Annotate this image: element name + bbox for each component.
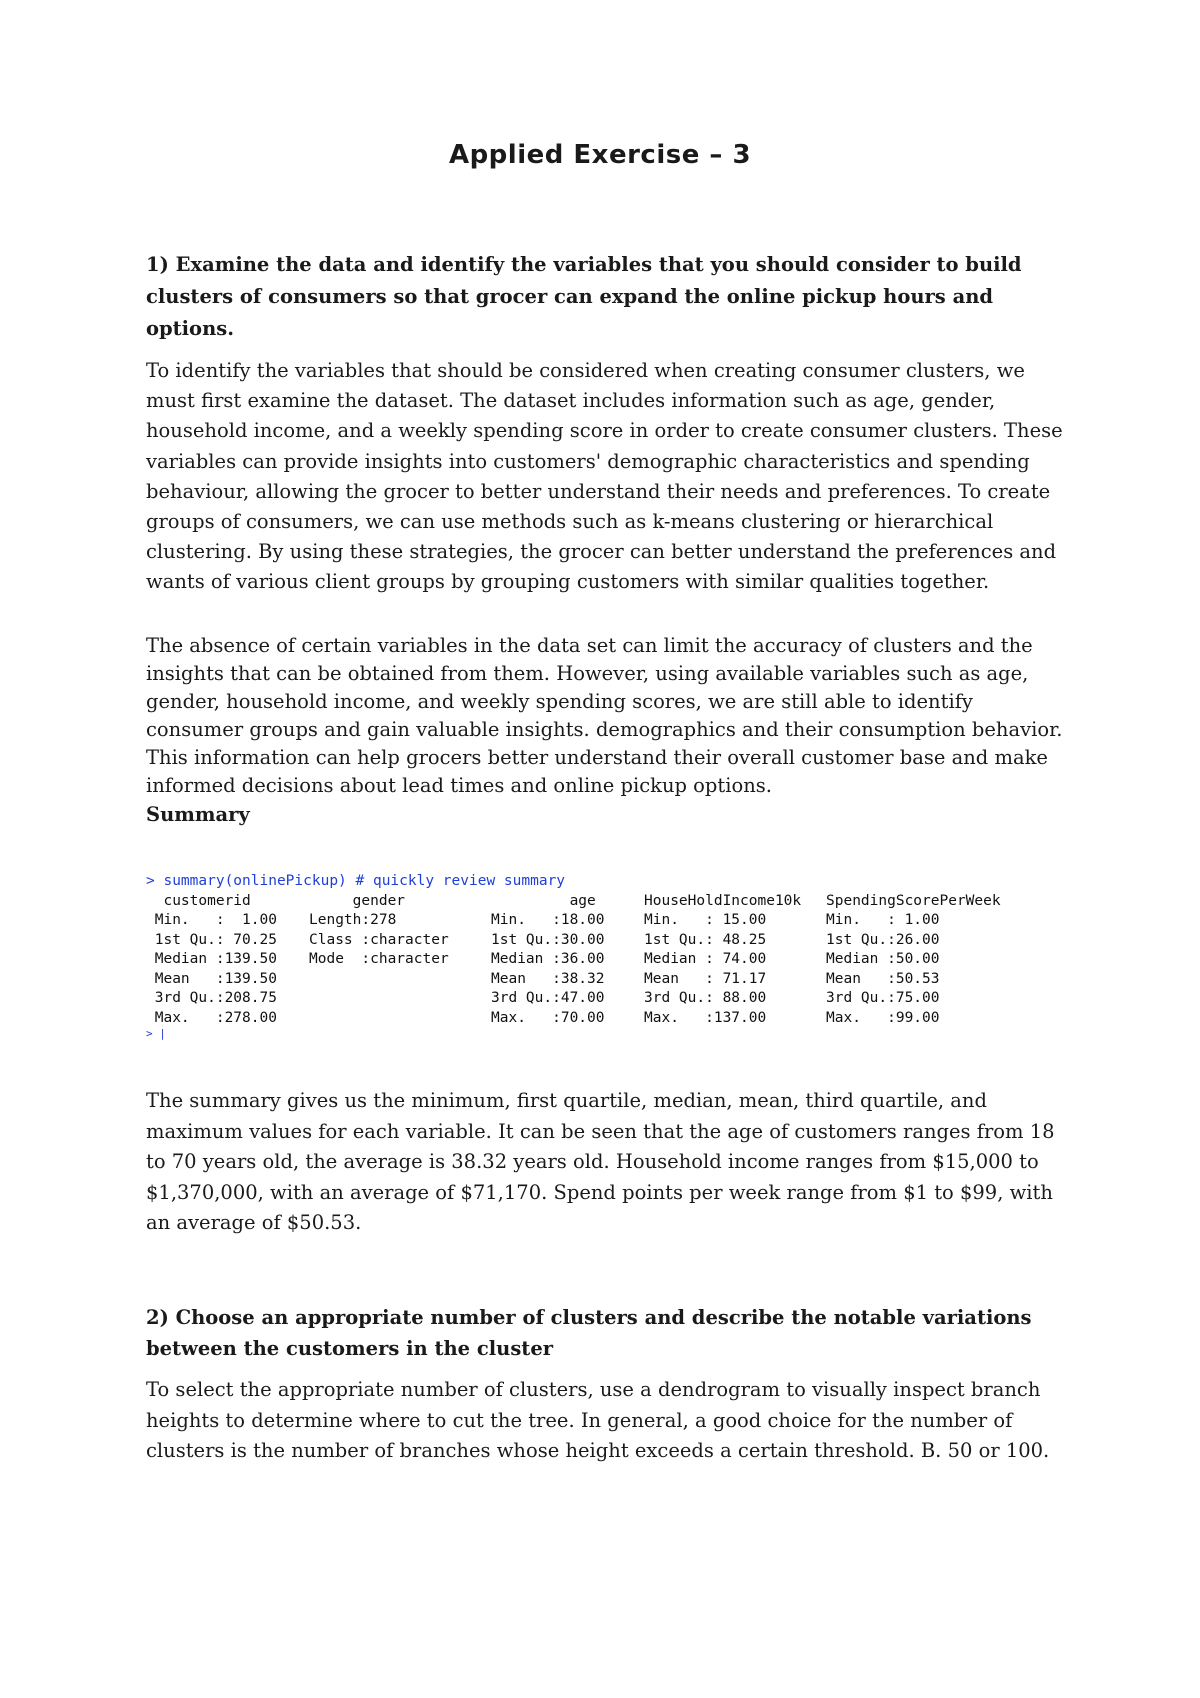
cell: Mean : 71.17 (644, 970, 767, 987)
cell: 1st Qu.: 48.25 (644, 931, 767, 948)
question-2-heading: 2) Choose an appropriate number of clusters and describe the notable variations between the customers in the cluster (146, 1306, 1032, 1360)
cell: Min. : 1.00 (146, 912, 277, 928)
console-row (146, 911, 1046, 931)
cell (309, 989, 491, 1009)
cell: Min. : 1.00 (826, 912, 940, 928)
cell: 3rd Qu.:208.75 (146, 990, 277, 1006)
cell: Max. :278.00 (146, 1009, 277, 1026)
summary-title: Summary (146, 803, 250, 826)
cell: Class :character (309, 931, 449, 948)
cell: Mean :50.53 (826, 970, 940, 987)
cell: Max. :137.00 (644, 1009, 767, 1026)
cell: Mode :character (309, 951, 449, 967)
summary-explanation-block (146, 1086, 1066, 1239)
question-1-section (146, 249, 1066, 598)
cell: Mean :38.32 (491, 970, 605, 987)
cell: 1st Qu.:30.00 (491, 931, 605, 948)
console-row (146, 931, 1046, 951)
cell: 3rd Qu.:47.00 (491, 990, 605, 1006)
cell: Mean :139.50 (146, 970, 277, 987)
cell: 1st Qu.:26.00 (826, 931, 940, 948)
cell: 3rd Qu.: 88.00 (644, 990, 767, 1006)
cell: Max. :99.00 (826, 1009, 940, 1026)
cell (309, 1009, 491, 1029)
header-customerid: customerid (146, 892, 251, 909)
header-gender: gender (309, 892, 406, 909)
header-household-income: HouseHoldIncome10k (644, 892, 802, 909)
cell: Median :139.50 (146, 951, 277, 967)
cell: Length:278 (309, 912, 397, 928)
console-row (146, 950, 1046, 970)
cell: Max. :70.00 (491, 1009, 605, 1026)
page-title: Applied Exercise – 3 (448, 140, 752, 170)
question-1-paragraph-2-block (146, 632, 1066, 800)
cell: Min. : 15.00 (644, 912, 767, 928)
question-1-paragraph-2: The absence of certain variables in the data set can limit the accuracy of clusters and the insights that can be obtained from them. However, using available variables such as age, gender, household income, and weekly spending scores, we are still able to identify consumer groups and gain valuable insights. demographics and their consumption behavior. This information can help grocers better understand their overall customer base and make informed decisions about lead times and online pickup options. (146, 634, 1063, 797)
question-1-heading: 1) Examine the data and identify the variables that you should consider to build clusters of consumers so that grocer can expand the online pickup hours and options. (146, 253, 1022, 340)
console-row (146, 989, 1046, 1009)
summary-explanation: The summary gives us the minimum, first quartile, median, mean, third quartile, and maximum values for each variable. It can be seen that the age of customers ranges from 18 to 70 years old, the average is 38.32 years old. Household income ranges from $15,000 to $1,370,000, with an average of $71,170. Spend points per week range from $1 to $99, with an average of $50.53. (146, 1089, 1055, 1234)
header-spending-score: SpendingScorePerWeek (826, 892, 1001, 909)
r-console-output (146, 872, 1046, 1040)
console-row (146, 970, 1046, 990)
cell: 3rd Qu.:75.00 (826, 990, 940, 1006)
summary-title-block (146, 800, 1066, 830)
question-2-section (146, 1302, 1066, 1467)
cell: Min. :18.00 (491, 912, 605, 928)
question-1-paragraph-1: To identify the variables that should be considered when creating consumer clusters, we must first examine the dataset. The dataset includes information such as age, gender, household income, and a weekly spending score in order to create consumer clusters. These variables can provide insights into customers' demographic characteristics and spending behaviour, allowing the grocer to better understand their needs and preferences. To create groups of consumers, we can use methods such as k-means clustering or hierarchical clustering. By using these strategies, the grocer can better understand the preferences and wants of various client groups by grouping customers with similar qualities together. (146, 359, 1063, 594)
cell: 1st Qu.: 70.25 (146, 931, 277, 948)
console-header-row (146, 892, 1046, 912)
console-prompt: > | (146, 1027, 166, 1040)
cell (309, 970, 491, 990)
console-row (146, 1009, 1046, 1029)
header-age: age (491, 892, 596, 909)
cell: Median : 74.00 (644, 951, 767, 967)
cell: Median :36.00 (491, 951, 605, 967)
r-command: > summary(onlinePickup) # quickly review summary (146, 873, 566, 889)
question-2-paragraph: To select the appropriate number of clusters, use a dendrogram to visually inspect branch heights to determine where to cut the tree. In general, a good choice for the number of clusters is the number of branches whose height exceeds a certain threshold. B. 50 or 100. (146, 1378, 1050, 1462)
cell: Median :50.00 (826, 951, 940, 967)
